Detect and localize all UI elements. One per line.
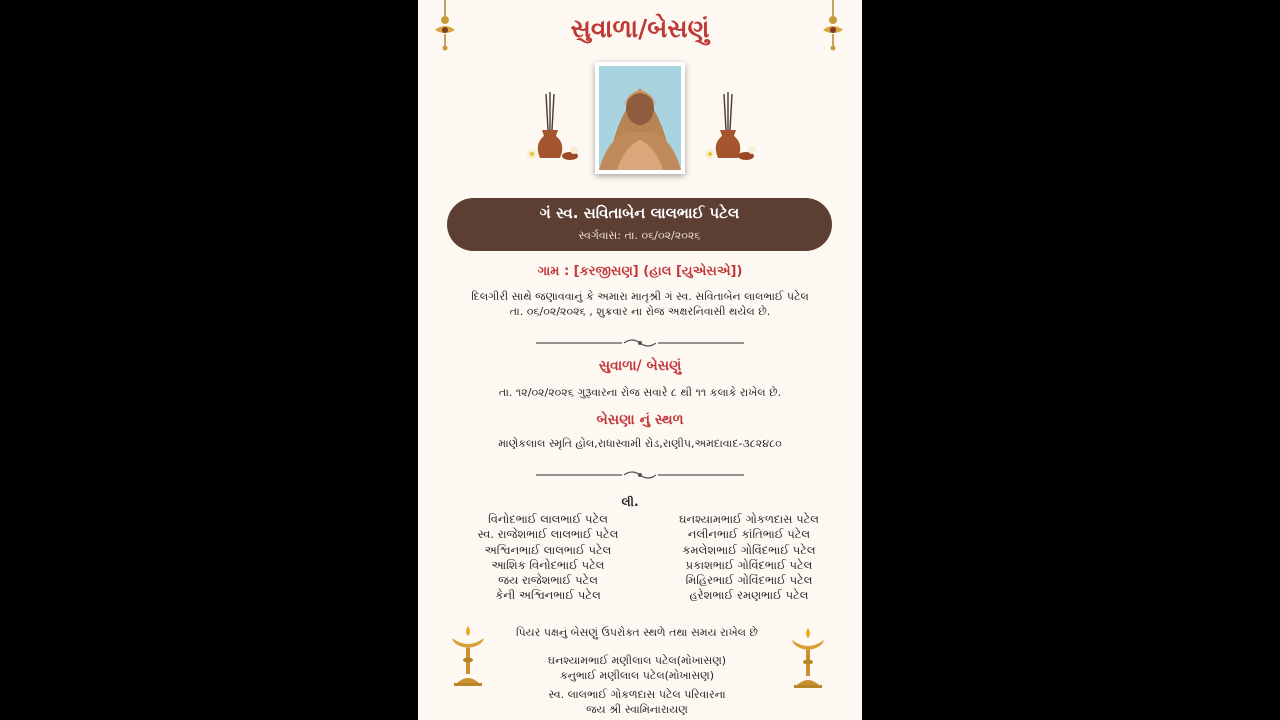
- incense-pot-icon: [524, 92, 580, 164]
- footer-line-4: જય શ્રી સ્વામિનારાયણ: [586, 703, 688, 716]
- deceased-name: ગં સ્વ. સવિતાબેન લાલભાઈ પટેલ: [539, 204, 740, 222]
- names-left-list: [448, 512, 648, 604]
- divider-ornament-icon: [536, 337, 744, 349]
- list-item: ઘનશ્યામભાઈ ગોકળદાસ પટેલ: [678, 512, 819, 526]
- announcement-line-1: દિલગીરી સાથે જણાવવાનું કે અમારા માતૃશ્રી ગં સ્વ. સવિતાબેન લાલભાઈ પટેલ: [471, 290, 809, 303]
- memorial-photo: [599, 66, 681, 170]
- ceremony-heading: સુવાળા/ બેસણું: [598, 358, 682, 374]
- divider-ornament-icon: [536, 469, 744, 481]
- names-right-list: [644, 512, 854, 604]
- passing-date: સ્વર્ગવાસ: તા. ૦૬/૦૨/૨૦૨૬: [578, 229, 701, 242]
- li-label: લી.: [621, 495, 639, 509]
- list-item: સ્વ. રાજેશભાઈ લાલભાઈ પટેલ: [477, 527, 619, 542]
- list-item: કમલેશભાઈ ગોવિંદભાઈ પટેલ: [682, 542, 816, 557]
- ceremony-time: તા. ૧૨/૦૨/૨૦૨૬ ગુરૂવારના રોજ સવારે ૮ થી ૧૧ કલાકે રાખેલ છે.: [498, 386, 782, 399]
- footer-line-1: ઘનશ્યામભાઈ મણીલાલ પટેલ(મોખાસણ): [547, 654, 727, 667]
- footer-line-2: કનુભાઈ મણીલાલ પટેલ(મોખાસણ): [560, 669, 714, 682]
- condolence-card: [418, 0, 862, 720]
- list-item: મિહિરભાઈ ગોવિંદભાઈ પટેલ: [685, 573, 813, 588]
- card-title: સુવાળા/બેસણું: [570, 14, 710, 43]
- list-item: આશિક વિનોદભાઈ પટેલ: [491, 557, 605, 572]
- list-item: અશ્વિનભાઈ લાલભાઈ પટેલ: [484, 542, 612, 557]
- name-banner: [447, 198, 832, 251]
- maternal-note: પિયર પક્ષનું બેસણું ઉપરોક્ત સ્થળે તથા સમય રાખેલ છે: [516, 626, 758, 639]
- list-item: નલીનભાઈ કાંતિભાઈ પટેલ: [687, 527, 811, 542]
- list-item: વિનોદભાઈ લાલભાઈ પટેલ: [488, 512, 608, 526]
- list-item: હરેશભાઈ રમણભાઈ પટેલ: [689, 588, 809, 603]
- list-item: કેની અશ્વિનભાઈ પટેલ: [495, 588, 601, 603]
- memorial-photo-frame: [595, 62, 685, 174]
- footer-line-3: સ્વ. લાલભાઈ ગોકળદાસ પટેલ પરિવારના: [548, 688, 726, 701]
- list-item: પ્રકાશભાઈ ગોવિંદભાઈ પટેલ: [685, 557, 813, 572]
- incense-pot-icon: [702, 92, 758, 164]
- announcement-line-2: તા. ૦૬/૦૨/૨૦૨૬ , શુક્રવાર ના રોજ અક્ષરનિવાસી થયેલ છે.: [509, 305, 771, 318]
- village-line: ગામ : [કરજીસણ] (હાલ [યુએસએ]): [537, 264, 743, 279]
- venue-heading: બેસણા નું સ્થળ: [596, 412, 684, 428]
- venue-address: માણેકલાલ સ્મૃતિ હોલ,રાધાસ્વામી રોડ,રાણીપ,અમદાવાદ-૩૮૨૪૮૦: [498, 437, 782, 450]
- list-item: જય રાજેશભાઈ પટેલ: [498, 573, 598, 588]
